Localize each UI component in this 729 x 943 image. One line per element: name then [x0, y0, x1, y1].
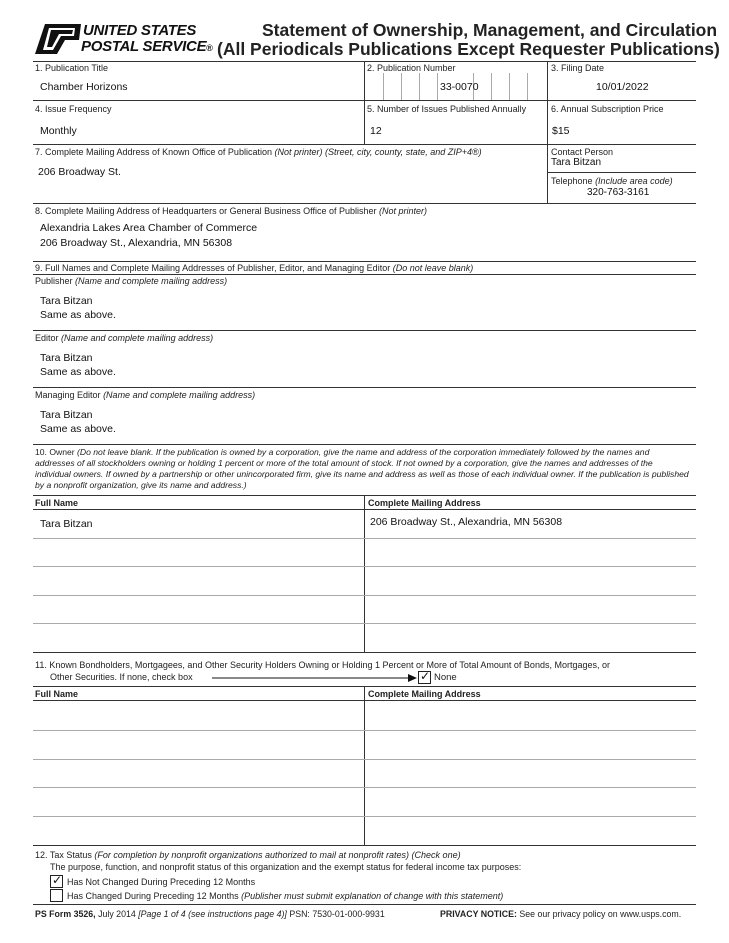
form-footer: PS Form 3526, July 2014 [Page 1 of 4 (see instructions page 4)] PSN: 7530-01-000-9931	[35, 909, 385, 919]
publication-number-value[interactable]: 33-0070	[440, 81, 479, 93]
bondholders-label: 11. Known Bondholders, Mortgagees, and Other Security Holders Owning or Holding 1 Percent or More of Total Amount of Bonds, Mortgages, or	[35, 660, 610, 670]
privacy-notice: PRIVACY NOTICE: See our privacy policy on www.usps.com.	[440, 909, 682, 919]
form-title-line1: Statement of Ownership, Management, and Circulation	[262, 20, 718, 40]
checkmark-icon: ✓	[52, 873, 63, 887]
bondholder-col-address: Complete Mailing Address	[368, 689, 481, 699]
issue-frequency-value[interactable]: Monthly	[40, 125, 77, 137]
owner-col-address: Complete Mailing Address	[368, 498, 481, 508]
telephone-value[interactable]: 320-763-3161	[587, 187, 650, 198]
eagle-icon	[35, 22, 81, 56]
office-address-value[interactable]: 206 Broadway St.	[38, 166, 121, 178]
tax-status-label: 12. Tax Status (For completion by nonprofit organizations authorized to mail at nonprofit rates) (Check one)	[35, 850, 461, 860]
logo-line1: UNITED STATES	[83, 22, 197, 39]
managing-editor-label: Managing Editor (Name and complete mailing address)	[35, 390, 256, 400]
publisher-address[interactable]: Same as above.	[40, 309, 116, 321]
office-address-label: 7. Complete Mailing Address of Known Office of Publication (Not printer) (Street, city, county, state, and ZIP+4®)	[35, 147, 482, 157]
owner-col-name: Full Name	[35, 498, 79, 508]
editor-address[interactable]: Same as above.	[40, 366, 116, 378]
not-changed-checkbox[interactable]	[50, 875, 63, 888]
form-title-line2: (All Periodicals Publications Except Requester Publications)	[217, 39, 720, 59]
none-label: None	[434, 672, 457, 683]
editor-label: Editor (Name and complete mailing address)	[35, 333, 214, 343]
publisher-name[interactable]: Tara Bitzan	[40, 295, 93, 307]
publication-number-label: 2. Publication Number	[367, 63, 456, 73]
issues-annually-value[interactable]: 12	[370, 125, 382, 137]
not-changed-label: Has Not Changed During Preceding 12 Months	[67, 877, 256, 887]
contact-person-label: Contact Person	[551, 147, 614, 157]
editor-name[interactable]: Tara Bitzan	[40, 352, 93, 364]
hq-address-line1[interactable]: Alexandria Lakes Area Chamber of Commerce	[40, 222, 258, 234]
subscription-price-value[interactable]: $15	[552, 125, 570, 137]
has-changed-label: Has Changed During Preceding 12 Months (Publisher must submit explanation of change with this statement)	[67, 891, 504, 901]
owner-instructions: 10. Owner (Do not leave blank. If the publication is owned by a corporation, give the name and address of the corporation immediately followed by the names and addresses of all stockholders owning or holding 1 percent or more of the total amount of stock. If not owned by a corporation, give the names and addresses of the individual owners. If owned by a partnership or other unincorporated firm, give its name and address as well as those of each individual owner. If the publication is published by a nonprofit organization, give its name and address.)	[35, 447, 689, 490]
has-changed-checkbox[interactable]	[50, 889, 63, 902]
subscription-price-label: 6. Annual Subscription Price	[551, 104, 664, 114]
hq-address-label: 8. Complete Mailing Address of Headquarters or General Business Office of Publisher (Not printer)	[35, 206, 428, 216]
logo-line2: POSTAL SERVICE	[81, 38, 207, 55]
logo-registered: ®	[206, 43, 213, 53]
owner-row-1-address[interactable]: 206 Broadway St., Alexandria, MN 56308	[370, 516, 563, 528]
managing-editor-name[interactable]: Tara Bitzan	[40, 409, 93, 421]
none-checkbox[interactable]	[418, 671, 431, 684]
issues-annually-label: 5. Number of Issues Published Annually	[367, 104, 527, 114]
bondholder-col-name: Full Name	[35, 689, 79, 699]
telephone-label: Telephone (Include area code)	[551, 176, 673, 186]
owner-row-1-name[interactable]: Tara Bitzan	[40, 518, 93, 530]
checkmark-icon: ✓	[420, 669, 431, 683]
publisher-label: Publisher (Name and complete mailing address)	[35, 276, 228, 286]
filing-date-value[interactable]: 10/01/2022	[596, 81, 649, 93]
hq-address-line2[interactable]: 206 Broadway St., Alexandria, MN 56308	[40, 237, 233, 249]
bondholders-label2: Other Securities. If none, check box	[50, 672, 193, 682]
managing-editor-address[interactable]: Same as above.	[40, 423, 116, 435]
publication-title-value[interactable]: Chamber Horizons	[40, 81, 128, 93]
contact-person-value[interactable]: Tara Bitzan	[551, 157, 602, 168]
usps-logo	[35, 22, 215, 58]
publication-title-label: 1. Publication Title	[35, 63, 109, 73]
filing-date-label: 3. Filing Date	[551, 63, 605, 73]
field9-label: 9. Full Names and Complete Mailing Addresses of Publisher, Editor, and Managing Editor (Do not leave blank)	[35, 263, 474, 273]
issue-frequency-label: 4. Issue Frequency	[35, 104, 112, 114]
arrow-right-icon	[212, 674, 417, 682]
tax-status-desc: The purpose, function, and nonprofit status of this organization and the exempt status for federal income tax purposes:	[50, 862, 522, 872]
